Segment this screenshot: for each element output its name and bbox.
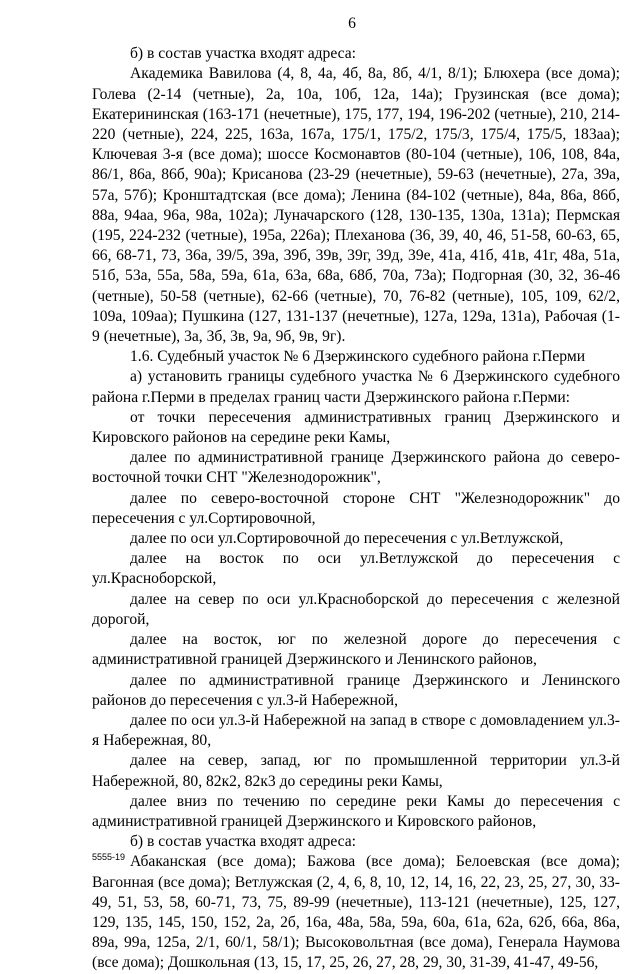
paragraph-boundary-6: далее на север по оси ул.Красноборской до пересечения с железной дорогой, bbox=[92, 590, 620, 628]
paragraph-boundary-10: далее на север, запад, юг по промышленной территории ул.3-й Набережной, 80, 82к2, 82к3 до середины реки Камы, bbox=[92, 752, 620, 790]
paragraph-boundary-5: далее на восток по оси ул.Ветлужской до пересечения с ул.Красноборской, bbox=[92, 550, 620, 588]
paragraph-boundary-7: далее на восток, юг по железной дороге до пересечения с административной границей Дзержинского и Ленинского районов, bbox=[92, 631, 620, 669]
paragraph-boundary-4: далее по оси ул.Сортировочной до пересечения с ул.Ветлужской, bbox=[130, 530, 564, 548]
page-number: 6 bbox=[348, 15, 356, 32]
paragraph-boundary-11: далее вниз по течению по середине реки Камы до пересечения с административной границей Дзержинского и Кировского районов, bbox=[92, 792, 620, 830]
paragraph-boundary-8: далее по административной границе Дзержинского и Ленинского районов до пересечения с ул.3-й Набережной, bbox=[92, 671, 620, 709]
paragraph-boundary-9: далее по оси ул.3-й Набережной на запад в створе с домовладением ул.3-я Набережная, 80, bbox=[92, 711, 620, 750]
section-heading-1-6: 1.6. Судебный участок № 6 Дзержинского судебного района г.Перми bbox=[130, 348, 586, 366]
paragraph-addresses-list-2: Абаканская (все дома); Бажова (все дома); Белоевская (все дома); Вагонная (все дома); Ветлужская (2, 4, 6, 8, 10, 12, 14, 16, 22, 23, 25, 27, 30, 33-49, 51, 53, 58, 60-71, 73, 75, 89-99 (нечетные), 113-121 (нечетные), 125, 127, 129, 135, 145, 150, 152, 2а, 2б, 16а, 48а, 58а, 59а, 60а, 61а, 62а, 62б, 66а, 86а, 89а, 99а, 125а, 2/1, 60/1, 58/1); Высоковольтная (все дома), Генерала Наумова (все дома); Дошкольная (13, 15, 17, 25, 26, 27, 28, 29, 30, 31-39, 41-47, 49-56, bbox=[92, 853, 620, 972]
paragraph-addresses-intro-2: б) в состав участка входят адреса: bbox=[130, 833, 357, 851]
paragraph-addresses-intro-1: б) в состав участка входят адреса: bbox=[130, 45, 357, 63]
paragraph-boundary-1: от точки пересечения административных границ Дзержинского и Кировского районов на середине реки Камы, bbox=[92, 408, 620, 447]
paragraph-addresses-list-1: Академика Вавилова (4, 8, 4а, 4б, 8а, 8б, 4/1, 8/1); Блюхера (все дома); Голева (2-14 (четные), 2а, 10а, 10б, 12а, 14а); Грузинская (все дома); Екатерининская (163-171 (нечетные), 175, 177, 194, 196-202 (четные), 210, 214-220 (четные), 224, 225, 163а, 167а, 175/1, 175/2, 175/3, 175/4, 175/5, 183аа); Ключевая 3-я (все дома); шоссе Космонавтов (80-104 (четные), 106, 108, 84а, 86/1, 86а, 86б, 90а); Крисанова (23-29 (нечетные), 59-63 (нечетные), 27а, 39а, 57а, 57б); Кронштадтская (все дома); Ленина (84-102 (четные), 84а, 86а, 86б, 88а, 94аа, 96а, 98а, 102а); Луначарского (128, 130-135, 130а, 131а); Пермская (195, 224-232 (четные), 195а, 226а); Плеханова (36, 39, 40, 46, 51-58, 60-63, 65, 66, 68-71, 73, 36а, 39/5, 39а, 39б, 39в, 39г, 39д, 39е, 41а, 41б, 41в, 41г, 48а, 51а, 51б, 53а, 55а, 58а, 59а, 61а, 63а, 68а, 68б, 70а, 73а); Подгорная (30, 32, 36-46 (четные), 50-58 (четные), 62-66 (четные), 70, 76-82 (четные), 105, 109, 62/2, 109а, 109аа); Пушкина (127, 131-137 (нечетные), 127а, 129а, 131а), Рабочая (1-9 (нечетные), 3а, 3б, 3в, 9а, 9б, 9в, 9г). bbox=[92, 65, 620, 346]
footer-code: 5555-19 bbox=[92, 852, 126, 862]
paragraph-boundaries-intro: а) установить границы судебного участка № 6 Дзержинского судебного района г.Перми в пределах границ части Дзержинского района г.Перми: bbox=[92, 368, 620, 406]
paragraph-boundary-3: далее по северо-восточной стороне СНТ "Железнодорожник" до пересечения с ул.Сортировочной, bbox=[92, 489, 620, 527]
paragraph-boundary-2: далее по административной границе Дзержинского района до северо-восточной точки СНТ "Железнодорожник", bbox=[92, 449, 620, 487]
